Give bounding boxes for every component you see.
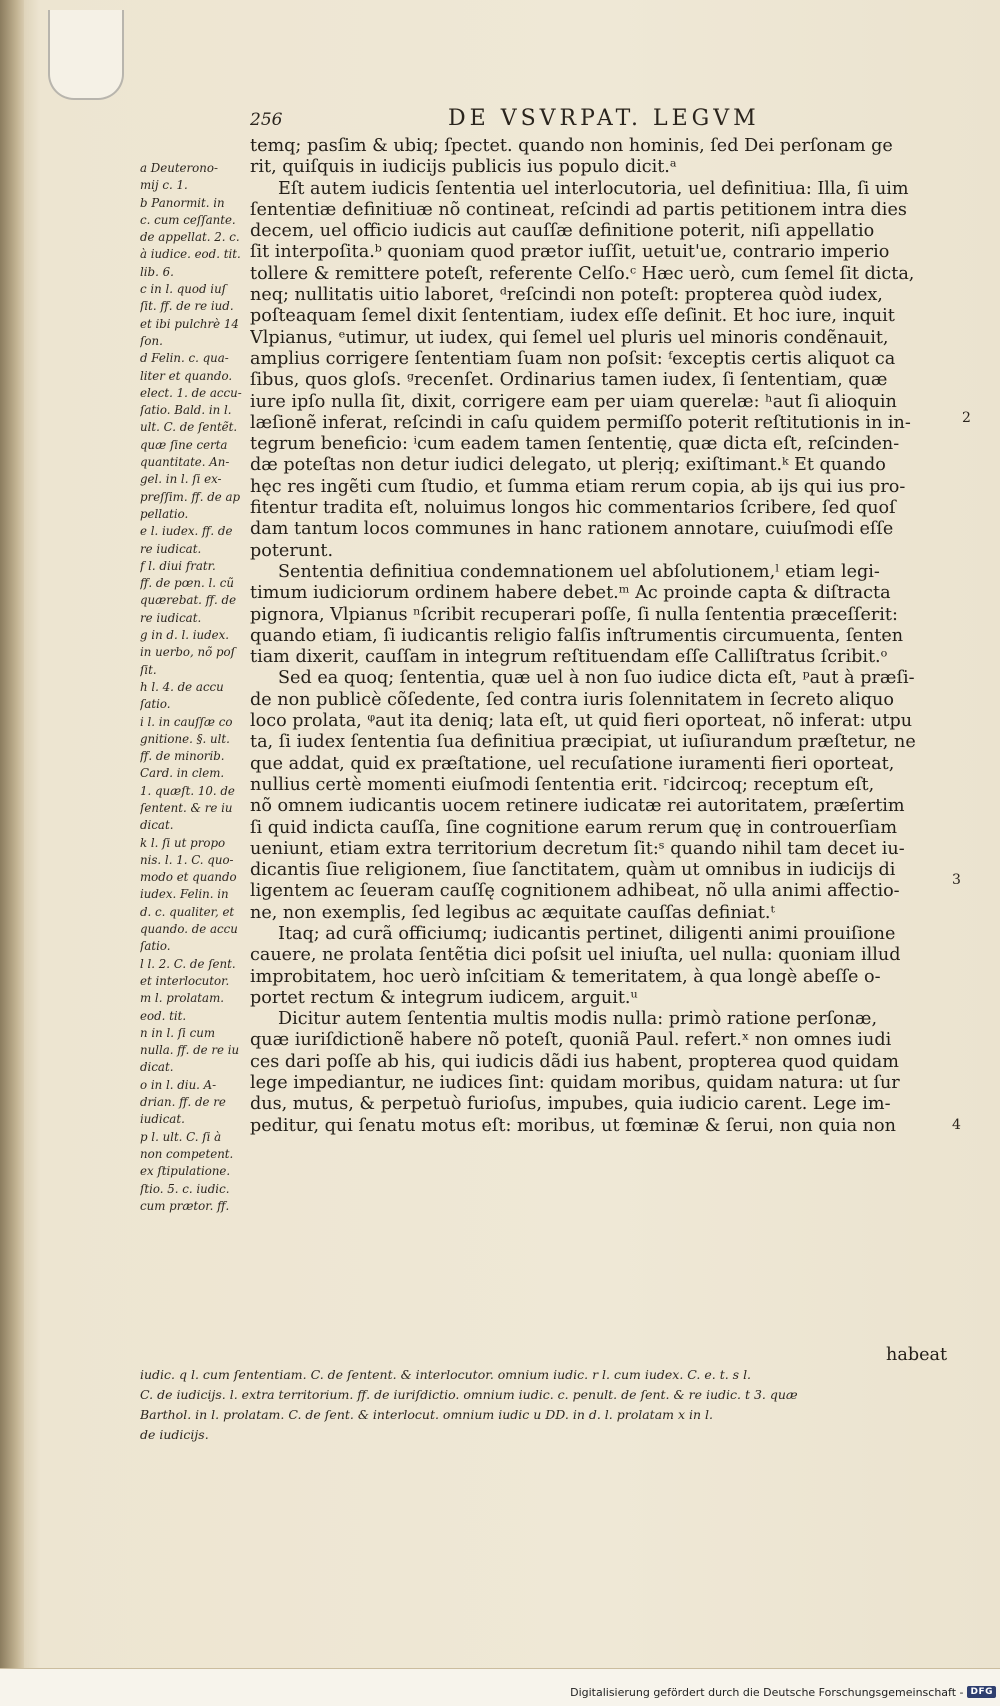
section-number: 2 xyxy=(962,410,971,426)
text-line: Sed ea quoq; ſententia, quæ uel à non ſuo iudice dicta eſt, ᵖaut à præſi- xyxy=(278,668,915,689)
text-line: ſententiæ definitiuæ nõ contineat, reſcindi ad partis petitionem intra dies xyxy=(250,199,907,220)
marginal-note: drian. ff. de re xyxy=(140,1095,226,1110)
text-line: dæ poteſtas non detur iudici delegato, ut plerịq; exiſtimant.ᵏ Et quando xyxy=(250,455,886,476)
text-line: temq; pasſim & ubiq; ſpectet. quando non hominis, ſed Dei perſonam ge xyxy=(250,136,893,156)
marginal-note: d Felin. c. qua- xyxy=(140,351,229,366)
marginal-note: lib. 6. xyxy=(140,264,174,279)
text-line: ſit interpoſita.ᵇ quoniam quod prætor iuſſit, uetuit'ue, contrario imperio xyxy=(250,242,890,263)
text-line: Dicitur autem ſententia multis modis nulla: primò ratione perſonæ, xyxy=(278,1009,878,1030)
marginal-note: o in l. diu. A- xyxy=(140,1077,217,1092)
marginal-note: ſatio. Bald. in l. xyxy=(140,403,232,418)
marginal-note: ſatio. xyxy=(140,697,171,712)
marginal-note: quærebat. ff. de xyxy=(140,593,237,608)
marginal-note: 1. quæſt. 10. de xyxy=(140,783,235,798)
text-line: portet rectum & integrum iudicem, arguit.ᵘ xyxy=(250,987,638,1008)
text-line: tiam dixerit, cauſſam in integrum reſtituendam eſſe Calliſtratus ſcribit.ᵒ xyxy=(250,647,888,668)
running-head: DE VSVRPAT. LEGVM xyxy=(448,106,760,131)
text-line: amplius corrigere ſententiam ſuam non poſsit: ᶠexceptis certis aliquot ca xyxy=(250,348,896,369)
marginal-note: liter et quando. xyxy=(140,368,233,383)
text-line: rit, quiſquis in iudicijs publicis ius populo dicit.ᵃ xyxy=(250,157,677,178)
footnote-line: iudic. q l. cum ſententiam. C. de ſentent. & interlocutor. omnium iudic. r l. cum iudex. C. e. t. s l. xyxy=(140,1367,752,1382)
marginal-note: ſon. xyxy=(140,333,163,348)
text-line: decem, uel officio iudicis aut cauſſæ definitione poterit, niſi appellatio xyxy=(250,221,875,242)
marginal-note: non competent. xyxy=(140,1146,234,1161)
marginal-note: eod. tit. xyxy=(140,1008,187,1023)
marginal-note: quantitate. An- xyxy=(140,455,230,470)
marginal-note: ſtio. 5. c. iudic. xyxy=(140,1181,230,1196)
text-line: dam tantum locos communes in hanc rationem annotare, cuiuſmodi eſſe xyxy=(250,519,894,540)
text-line: Eſt autem iudicis ſententia uel interlocutoria, uel definitiua: Illa, ſi uim xyxy=(278,178,909,199)
marginal-note: ex ſtipulatione. xyxy=(140,1164,231,1179)
catchword: habeat xyxy=(886,1345,948,1365)
footnote-line: de iudicijs. xyxy=(140,1427,209,1442)
marginal-note: mij c. 1. xyxy=(140,178,188,193)
text-line: quando etiam, ſi iudicantis religio falſis inſtrumentis circumuenta, ſenten xyxy=(250,625,904,646)
marginal-note: i l. in cauſſæ co xyxy=(140,714,233,729)
book-binding xyxy=(0,0,24,1705)
marginal-note: p l. ult. C. ſi à xyxy=(140,1129,222,1144)
marginal-note: modo et quando xyxy=(140,870,237,885)
text-line: peditur, qui ſenatu motus eſt: moribus, ut fœminæ & ſerui, non quia non xyxy=(250,1115,896,1136)
marginal-note: ult. C. de ſentẽt. xyxy=(140,420,238,435)
marginal-note: ff. de minorib. xyxy=(140,749,225,764)
marginal-note: elect. 1. de accu- xyxy=(140,385,242,400)
text-line: timum iudiciorum ordinem habere debet.ᵐ Ac proinde capta & diſtracta xyxy=(250,583,891,604)
marginal-note: quando. de accu xyxy=(140,922,238,937)
page-number: 256 xyxy=(250,110,283,130)
text-line: Sententia definitiua condemnationem uel abſolutionem,ˡ etiam legi- xyxy=(278,561,880,582)
marginal-note: b Panormit. in xyxy=(140,195,225,210)
marginal-note: k l. ſi ut propo xyxy=(140,835,226,850)
marginal-note: et ibi pulchrè 14 xyxy=(140,316,239,331)
text-line: fitentur tradita eſt, noluimus longos hic commentarios ſcribere, ſed quoſ xyxy=(250,498,896,519)
marginal-note: gnitione. §. ult. xyxy=(140,731,230,746)
text-line: nullius certè momenti eiuſmodi ſententia erit. ʳidcircoq; receptum eſt, xyxy=(250,774,875,795)
marginal-note: cum prætor. ff. xyxy=(140,1198,230,1213)
text-line: dicantis ſiue religionem, ſiue ſanctitatem, quàm ut omnibus in iudicijs di xyxy=(250,860,896,881)
footnote-line: Barthol. in l. prolatam. C. de ſent. & interlocut. omnium iudic u DD. in d. l. prolatam x in l. xyxy=(140,1407,714,1422)
text-line: Itaq; ad curã officiumq; iudicantis pertinet, diligenti animi prouiſione xyxy=(278,923,896,944)
marginal-note: preſſim. ff. de ap xyxy=(140,489,241,504)
marginal-note: re iudicat. xyxy=(140,610,202,625)
marginal-note: Card. in clem. xyxy=(140,766,225,781)
section-number: 4 xyxy=(952,1117,961,1133)
marginal-note: iudex. Felin. in xyxy=(140,887,229,902)
marginal-note: quæ ſine certa xyxy=(140,437,228,452)
marginal-notes xyxy=(140,160,244,1215)
section-number: 3 xyxy=(952,872,961,888)
text-line: loco prolata, ᵠaut ita deniq; lata eſt, ut quid fieri oporteat, nõ inferat: utpu xyxy=(250,711,913,732)
footer-credit-text: Digitalisierung gefördert durch die Deutsche Forschungsgemeinschaft - xyxy=(570,1685,964,1699)
marginal-note: iudicat. xyxy=(140,1112,185,1127)
marginal-note: pellatio. xyxy=(140,506,189,521)
text-line: que addat, quid ex præſtatione, uel recuſatione iuramenti fieri oporteat, xyxy=(250,753,895,774)
text-line: de non publicè cõſedente, ſed contra iuris ſolennitatem in ſecreto aliquo xyxy=(250,689,894,710)
text-line: tegrum beneficio: ⁱcum eadem tamen ſententię, quæ dicta eſt, reſcinden- xyxy=(250,434,900,455)
text-line: dus, mutus, & perpetuò furioſus, impubes, quia iudicio carent. Lege im- xyxy=(250,1094,891,1115)
marginal-note: m l. prolatam. xyxy=(140,991,225,1006)
marginal-note: ſit. xyxy=(140,662,157,677)
text-line: hęc res ingẽti cum ſtudio, et ſumma etiam rerum copia, ab ijs qui ius pro- xyxy=(250,476,906,497)
marginal-note: d. c. qualiter, et xyxy=(140,904,235,919)
marginal-note: e l. iudex. ff. de xyxy=(140,524,233,539)
marginal-note: c in l. quod iuſ xyxy=(140,282,227,297)
text-line: ta, ſi iudex ſententia ſua definitiua præcipiat, ut iuſiurandum præſtetur, ne xyxy=(250,732,916,753)
marginal-note: à iudice. eod. tit. xyxy=(140,247,241,262)
text-line: lege impediantur, ne iudices ſint: quidam moribus, quidam natura: ut ſur xyxy=(250,1073,900,1094)
marginal-note: l l. 2. C. de ſent. xyxy=(140,956,236,971)
marginal-note: gel. in l. ſi ex- xyxy=(140,472,222,487)
marginal-note: et interlocutor. xyxy=(140,973,230,988)
marginal-note: in uerbo, nõ poſ xyxy=(140,645,235,660)
text-line: neq; nullitatis uitio laboret, ᵈreſcindi non poteſt: propterea quòd iudex, xyxy=(250,285,883,306)
text-line: poterunt. xyxy=(250,540,334,561)
text-line: quæ iuriſdictionẽ habere nõ poteſt, quoniã Paul. refert.ˣ non omnes iudi xyxy=(250,1030,892,1051)
footnotes xyxy=(140,1365,960,1445)
marginal-note: c. cum ceſſante. xyxy=(140,212,236,227)
text-line: ſi quid indicta cauſſa, ſine cognitione earum rerum quę in controuerſiam xyxy=(250,817,898,838)
text-line: poſteaquam ſemel dixit ſententiam, iudex eſſe deſinit. Et hoc iure, inquit xyxy=(250,306,895,327)
text-line: ueniunt, etiam extra territorium decretum ſit:ˢ quando nihil tam decet iu- xyxy=(250,838,905,859)
marginal-note: ſit. ff. de re iud. xyxy=(140,299,234,314)
marginal-note: dicat. xyxy=(140,818,174,833)
marginal-note: f l. diui fratr. xyxy=(140,558,216,573)
marginal-note: dicat. xyxy=(140,1060,174,1075)
marginal-note: nis. l. 1. C. quo- xyxy=(140,852,234,867)
text-line: iure ipſo nulla ſit, dixit, corrigere eam per uiam querelæ: ʰaut ſi alioquin xyxy=(250,391,897,412)
text-line: improbitatem, hoc uerò inſcitiam & temeritatem, à qua longè abeſſe o- xyxy=(250,966,881,987)
text-line: ces dari poſſe ab his, qui iudicis dãdi ius habent, propterea quod quidam xyxy=(250,1051,899,1072)
marginal-note: re iudicat. xyxy=(140,541,202,556)
marginal-note: nulla. ff. de re iu xyxy=(140,1043,240,1058)
text-line: cauere, ne prolata ſentẽtia dici poſsit uel iniuſta, uel nulla: quoniam illud xyxy=(250,945,901,966)
footer-credit xyxy=(570,1683,996,1701)
text-line: ligentem ac ſeueram cauſſę cognitionem adhibeat, nõ ulla animi affectio- xyxy=(250,881,900,902)
text-line: Vlpianus, ᵉutimur, ut iudex, qui ſemel uel pluris uel minoris condẽnauit, xyxy=(250,327,889,348)
text-line: pignora, Vlpianus ⁿſcribit recuperari poſſe, ſi nulla ſententia præceſſerit: xyxy=(250,604,898,625)
marginal-note: ſentent. & re iu xyxy=(140,800,233,815)
main-text-block xyxy=(250,136,952,1137)
text-line: læſionẽ inferat, reſcindi in caſu quidem permiſſo poterit reſtitutionis in in- xyxy=(250,412,911,433)
marginal-note: a Deuterono- xyxy=(140,161,218,175)
marginal-note: ſatio. xyxy=(140,939,171,954)
text-line: ne, non exemplis, ſed legibus ac æquitate cauſſas definiat.ᵗ xyxy=(250,902,775,923)
marginal-note: de appellat. 2. c. xyxy=(140,230,240,245)
marginal-note: g in d. l. iudex. xyxy=(140,628,230,643)
dfg-logo: DFG xyxy=(967,1686,996,1698)
marginal-note: h l. 4. de accu xyxy=(140,679,224,694)
text-line: ſibus, quos gloſs. ᵍrecenſet. Ordinarius tamen iudex, ſi ſententiam, quæ xyxy=(250,370,888,391)
page-tab-marker xyxy=(48,10,124,100)
footnote-line: C. de iudicijs. l. extra territorium. ff. de iuriſdictio. omnium iudic. c. penult. de ſent. & re iudic. t 3. quæ xyxy=(140,1387,798,1402)
page-header xyxy=(0,106,1000,136)
text-line: tollere & remittere poteſt, referente Celſo.ᶜ Hæc uerò, cum ſemel ſit dicta, xyxy=(250,263,915,284)
marginal-note: n in l. ſi cum xyxy=(140,1025,216,1040)
text-line: nõ omnem iudicantis uocem retinere iudicatæ rei autoritatem, præſertim xyxy=(250,796,905,817)
marginal-note: ff. de pœn. l. cũ xyxy=(140,576,234,591)
